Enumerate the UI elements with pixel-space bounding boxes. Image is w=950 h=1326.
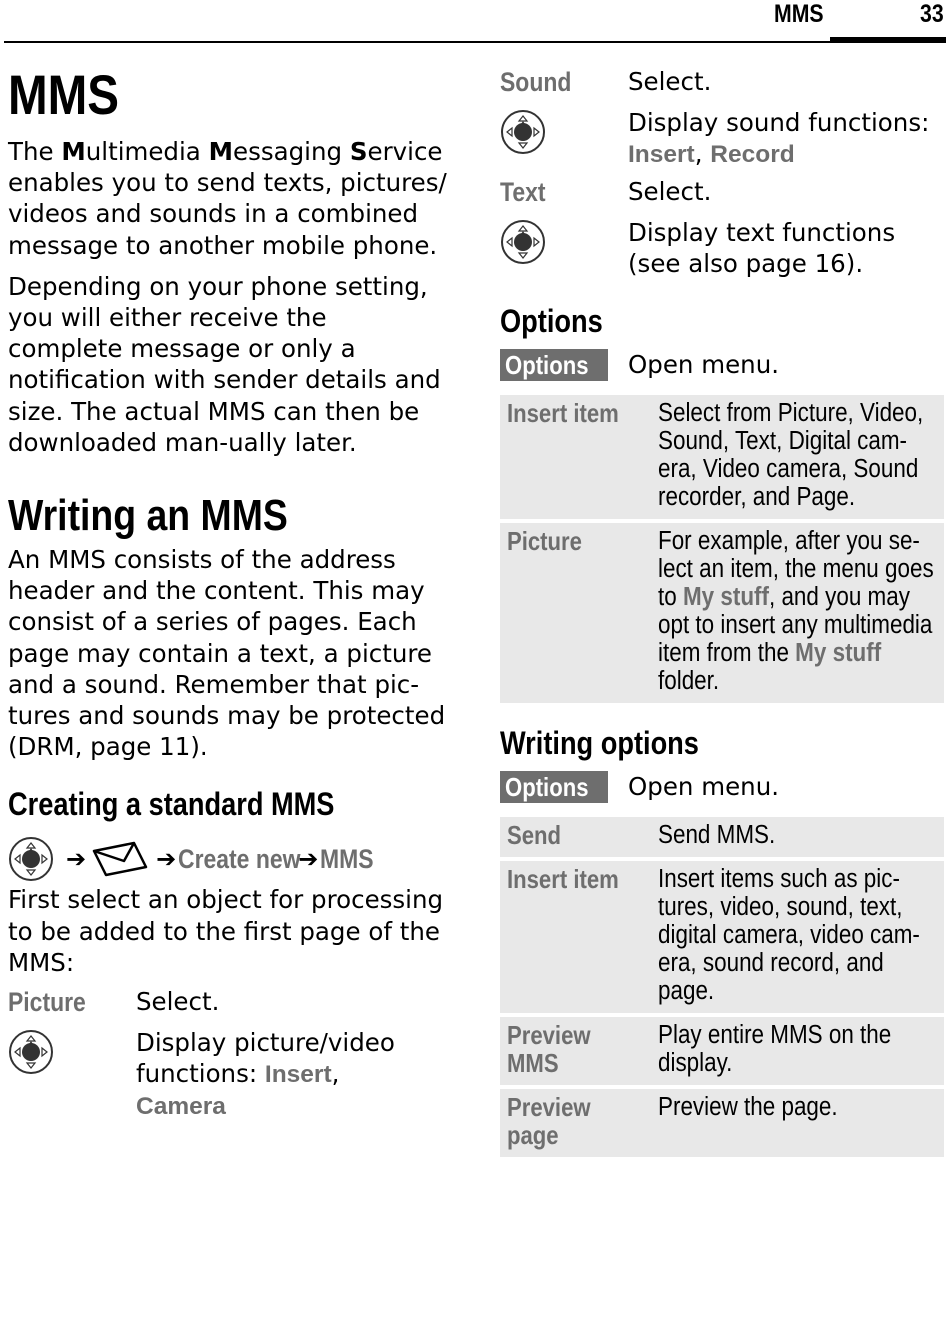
option-value [651, 1017, 944, 1085]
creating-standard-mms-heading: Creating a standard MMS [8, 786, 335, 823]
header-tab-bar [830, 37, 946, 43]
sound-key: Sound [500, 67, 572, 97]
writing-paragraph: An MMS consists of the address header and the content. This may consist of a series of pages. Each page may contain a text, a picture and a sound. Remember that pic-tures and sounds may be protected (DRM, page 11). [8, 545, 446, 762]
text-value: Select. [628, 177, 712, 206]
intro-paragraph [8, 136, 448, 261]
writing-options-heading: Writing options [500, 725, 699, 761]
sound-functions-label: Display sound functions: [628, 108, 930, 137]
option-key-label: Send [507, 820, 562, 850]
arrow-right-icon: ➔ [66, 845, 87, 874]
options-softkey[interactable] [500, 771, 608, 803]
option-value-text: Preview the page. [658, 1093, 838, 1121]
option-key-label: Insert item [507, 398, 619, 428]
table-row [500, 395, 944, 519]
navigation-key-icon [500, 109, 546, 155]
option-value-text: Insert items such as pic-tures, video, sound, text, digital camera, video cam-era, sound record, and page. [658, 865, 920, 1005]
options-heading: Options [500, 303, 603, 339]
text-nav-row [500, 217, 944, 279]
option-key [500, 817, 651, 857]
intro-word-multimedia: ultimedia [85, 137, 209, 166]
picture-nav-text [136, 1027, 436, 1122]
sound-fn-record: Record [710, 141, 795, 168]
picture-fn-insert: Insert [264, 1061, 332, 1089]
text-key: Text [500, 177, 546, 207]
writing-open-text: Open menu. [628, 772, 780, 801]
intro-word-service: ervice [367, 137, 443, 166]
options-row [500, 349, 944, 381]
sound-row [500, 66, 944, 97]
option-key [500, 1089, 651, 1157]
envelope-icon [90, 839, 150, 879]
picture-key: Picture [8, 987, 86, 1018]
sound-nav-row [500, 107, 944, 170]
menu-path [8, 836, 458, 882]
intro-word-messaging: essaging [233, 137, 350, 166]
download-paragraph: Depending on your phone setting, you will either receive the complete message or only a notification with sender details and size. The actual MMS can then be downloaded man-ually later. [8, 271, 441, 457]
intro-letter-m2: M [208, 137, 233, 166]
sound-fn-insert: Insert [628, 141, 695, 168]
options-softkey-label: Options [505, 772, 589, 802]
options-softkey[interactable] [500, 349, 608, 381]
option-key-label: Preview page [507, 1092, 591, 1150]
text-row [500, 176, 944, 207]
picture-nav-row [8, 1027, 458, 1122]
intro-letter-s: S [349, 137, 368, 166]
option-key-label: Insert item [507, 864, 619, 894]
option-value-text: Select from Picture, Video, Sound, Text, Digital cam-era, Video camera, Sound recorder, and Page. [658, 399, 924, 511]
options-open-text: Open menu. [628, 350, 780, 379]
option-value [651, 817, 944, 857]
picture-fn-camera: Camera [136, 1093, 226, 1121]
page-number: 33 [920, 0, 944, 28]
picture-row [8, 986, 458, 1017]
running-header-title: MMS [774, 0, 824, 28]
option-key [500, 861, 651, 1013]
picture-value: Select. [136, 987, 220, 1017]
writing-options-row [500, 771, 944, 803]
intro-text: enables you to send texts, pictures/ videos and sounds in a combined message to another mobile phone. [8, 168, 447, 260]
option-value [651, 395, 944, 519]
option-value-text: Send MMS. [658, 821, 776, 849]
path-create-new: Create new [178, 843, 301, 874]
text-nav-text: Display text functions (see also page 16). [628, 218, 896, 278]
picture-fn-separator: , [331, 1059, 340, 1089]
table-row [500, 523, 944, 703]
options-softkey-label: Options [505, 350, 589, 380]
sound-fn-separator: , [694, 139, 711, 168]
first-select-paragraph: First select an object for processing to be added to the first page of the MMS: [8, 885, 444, 977]
option-key-label: Picture [507, 526, 582, 556]
option-value-text [658, 527, 934, 695]
picture-row-text-c: folder. [658, 667, 720, 695]
navigation-key-icon [8, 1029, 54, 1075]
picture-row-text-a: For example, after you se-lect an item, the menu goes to [658, 527, 934, 611]
header-rule [4, 41, 946, 43]
writing-options-table [500, 813, 944, 1161]
navigation-key-icon [500, 219, 546, 265]
option-value [651, 523, 944, 703]
arrow-right-icon: ➔ [156, 845, 177, 874]
table-row [500, 861, 944, 1013]
arrow-right-icon: ➔ [298, 845, 319, 874]
sound-value: Select. [628, 67, 712, 96]
option-key [500, 523, 651, 703]
path-mms: MMS [320, 843, 374, 874]
options-table [500, 391, 944, 707]
intro-prefix: The [8, 137, 62, 166]
option-key [500, 395, 651, 519]
option-value [651, 1089, 944, 1157]
picture-row-text-b: , and you may opt to insert any multimedia item from the [658, 583, 933, 667]
option-value-text: Play entire MMS on the display. [658, 1021, 892, 1077]
left-column [8, 60, 458, 1122]
table-row [500, 1089, 944, 1157]
sound-nav-text [628, 107, 944, 170]
option-key-label: Preview MMS [507, 1020, 591, 1078]
navigation-key-icon [8, 836, 54, 882]
table-row [500, 1017, 944, 1085]
picture-functions-label: Display picture/video functions: [136, 1028, 395, 1089]
right-column [500, 66, 944, 1161]
writing-an-mms-heading: Writing an MMS [8, 491, 288, 541]
option-value [651, 861, 944, 1013]
option-key [500, 1017, 651, 1085]
my-stuff-keyword: My stuff [795, 639, 882, 667]
table-row [500, 817, 944, 857]
intro-letter-m: M [61, 137, 86, 166]
my-stuff-keyword: My stuff [682, 583, 769, 611]
page-title: MMS [8, 63, 120, 126]
